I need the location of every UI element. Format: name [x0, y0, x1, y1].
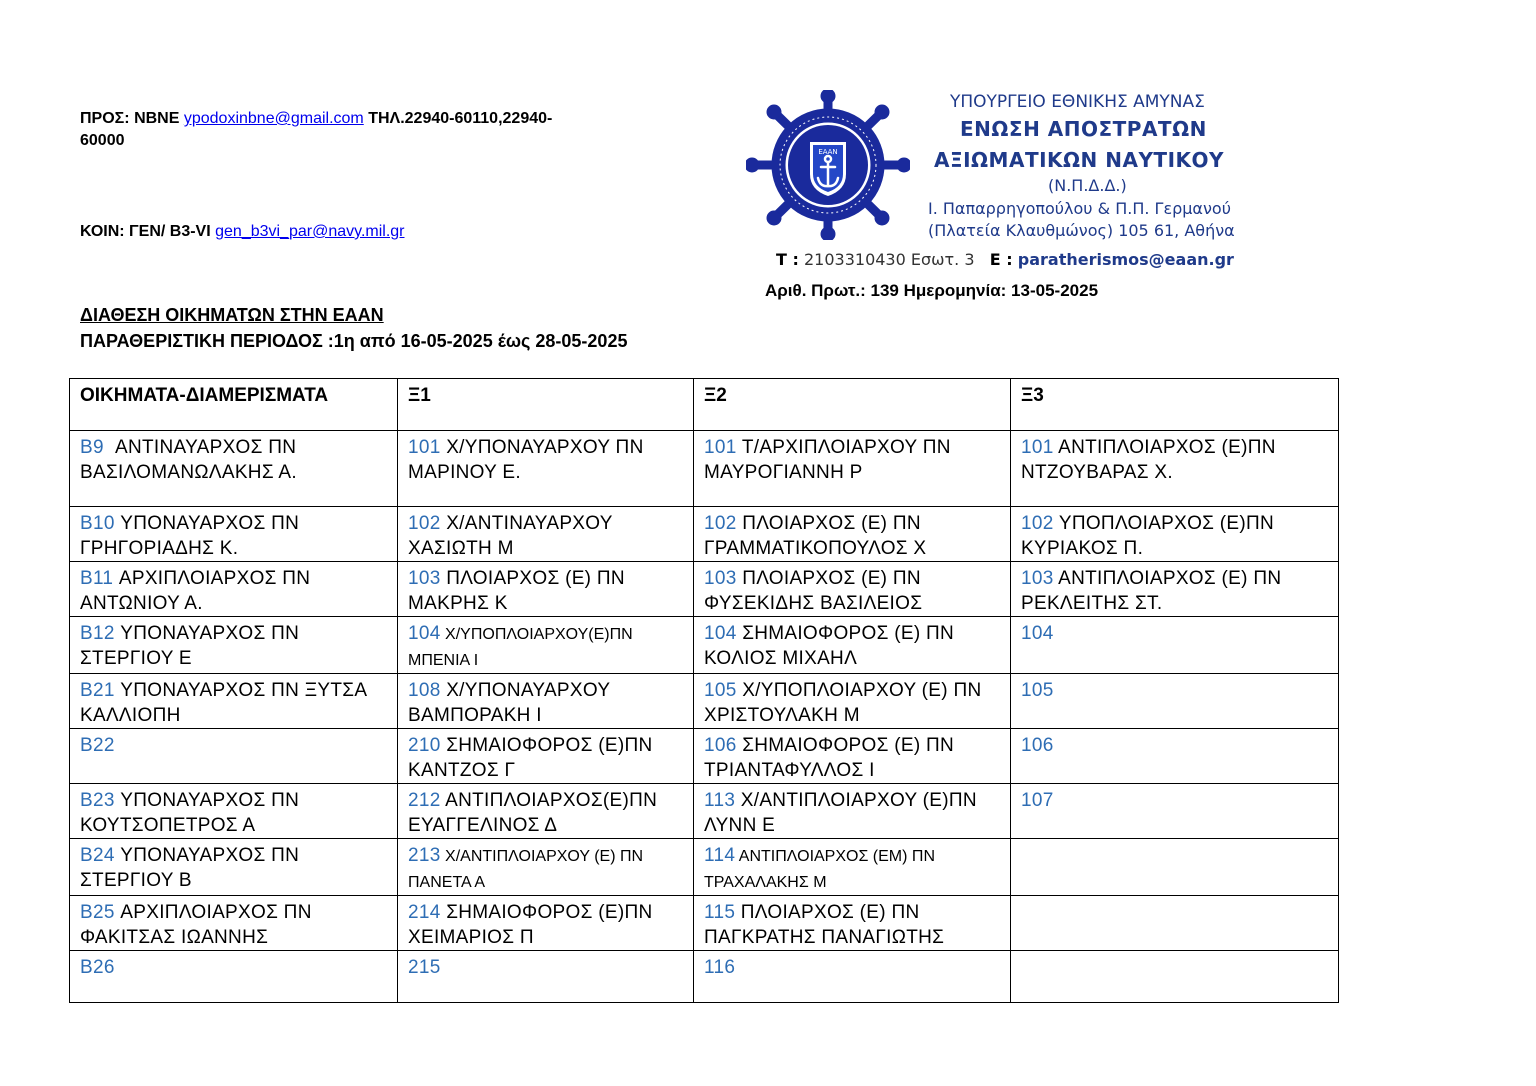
table-cell: [70, 729, 398, 784]
occupant-name: ΑΡΧΙΠΛΟΙΑΡΧΟΣ ΠΝ ΦΑΚΙΤΣΑΣ ΙΩΑΝΝΗΣ: [80, 902, 318, 948]
unit-number: 115: [704, 902, 736, 923]
org-email[interactable]: paratherismos@eaan.gr: [1017, 250, 1234, 269]
occupant-name: ΣΗΜΑΙΟΦΟΡΟΣ (Ε)ΠΝ ΚΑΝΤΖΟΣ Γ: [408, 735, 659, 781]
occupant-name: ΥΠΟΝΑΥΑΡΧΟΣ ΠΝ ΣΤΕΡΓΙΟΥ Β: [80, 845, 305, 891]
table-cell: [398, 617, 694, 674]
table-cell: [1011, 562, 1339, 617]
table-body: [70, 431, 1339, 1003]
occupant-name: ΑΝΤΙΝΑΥΑΡΧΟΣ ΠΝ ΒΑΣΙΛΟΜΑΝΩΛΑΚΗΣ Α.: [80, 437, 302, 483]
phone-value: 2103310430 Εσωτ. 3: [803, 250, 975, 269]
email-label: Ε :: [989, 250, 1013, 269]
unit-number: 103: [408, 568, 441, 589]
to-email-link[interactable]: ypodoxinbne@gmail.com: [183, 110, 364, 127]
occupant-name: ΥΠΟΝΑΥΑΡΧΟΣ ΠΝ ΣΤΕΡΓΙΟΥ Ε: [80, 623, 305, 669]
table-cell: [1011, 617, 1339, 674]
table-cell: [694, 431, 1011, 507]
unit-number: B23: [80, 790, 115, 811]
table-cell: [398, 951, 694, 1003]
occupant-name: ΠΛΟΙΑΡΧΟΣ (Ε) ΠΝ ΠΑΓΚΡΑΤΗΣ ΠΑΝΑΓΙΩΤΗΣ: [704, 902, 945, 948]
unit-number: 212: [408, 790, 441, 811]
unit-number: 103: [1021, 568, 1054, 589]
unit-number: 113: [704, 790, 736, 811]
table-cell: [1011, 674, 1339, 729]
table-cell: [398, 839, 694, 896]
table-cell: [694, 896, 1011, 951]
table-cell: [694, 784, 1011, 839]
org-name-line1: ΕΝΩΣΗ ΑΠΟΣΤΡΑΤΩΝ: [960, 117, 1207, 141]
occupant-name: ΠΛΟΙΑΡΧΟΣ (Ε) ΠΝ ΦΥΣΕΚΙΔΗΣ ΒΑΣΙΛΕΙΟΣ: [704, 568, 927, 614]
occupant-name: ΠΛΟΙΑΡΧΟΣ (Ε) ΠΝ ΓΡΑΜΜΑΤΙΚΟΠΟΥΛΟΣ Χ: [704, 513, 927, 559]
recipient-block: [80, 108, 680, 152]
org-address-area: (Πλατεία Κλαυθμώνος) 105 61, Αθήνα: [928, 221, 1235, 240]
period-line: ΠΑΡΑΘΕΡΙΣΤΙΚΗ ΠΕΡΙΟΔΟΣ :1η από 16-05-2025 έως 28-05-2025: [80, 331, 628, 351]
occupant-name: ΣΗΜΑΙΟΦΟΡΟΣ (Ε)ΠΝ ΧΕΙΜΑΡΙΟΣ Π: [408, 902, 659, 948]
unit-number: 215: [408, 957, 441, 978]
table-cell: [398, 431, 694, 507]
unit-number: 105: [1021, 680, 1054, 701]
column-header: Ξ3: [1011, 379, 1339, 431]
table-cell: [694, 617, 1011, 674]
table-cell: [1011, 507, 1339, 562]
unit-number: 101: [408, 437, 441, 458]
org-address: Ι. Παπαρρηγοπούλου & Π.Π. Γερμανού: [928, 199, 1231, 218]
occupant-name: ΠΛΟΙΑΡΧΟΣ (Ε) ΠΝ ΜΑΚΡΗΣ Κ: [408, 568, 631, 614]
table-cell: [1011, 951, 1339, 1003]
table-cell: [70, 507, 398, 562]
table-cell: [1011, 431, 1339, 507]
unit-number: 102: [1021, 513, 1054, 534]
cc-label: ΚΟΙΝ: ΓΕΝ/ Β3-VI: [80, 223, 211, 240]
occupant-name: Χ/ΥΠΟΝΑΥΑΡΧΟΥ ΒΑΜΠΟΡΑΚΗ Ι: [408, 680, 616, 726]
table-cell: [398, 674, 694, 729]
occupant-name: ΑΝΤΙΠΛΟΙΑΡΧΟΣ (Ε) ΠΝ ΡΕΚΛΕΙΤΗΣ ΣΤ.: [1021, 568, 1287, 614]
table-cell: [398, 784, 694, 839]
table-row: [70, 431, 1339, 507]
table-cell: [70, 784, 398, 839]
unit-number: B24: [80, 845, 115, 866]
table-cell: [694, 839, 1011, 896]
occupant-name: Χ/ΑΝΤΙΠΛΟΙΑΡΧΟΥ (Ε) ΠΝ ΠΑΝΕΤΑ Α: [408, 848, 648, 891]
unit-number: B11: [80, 568, 114, 589]
unit-number: 102: [408, 513, 441, 534]
occupant-name: ΣΗΜΑΙΟΦΟΡΟΣ (Ε) ΠΝ ΤΡΙΑΝΤΑΦΥΛΛΟΣ Ι: [704, 735, 960, 781]
org-name-line2: ΑΞΙΩΜΑΤΙΚΩΝ ΝΑΥΤΙΚΟΥ: [934, 148, 1224, 172]
occupant-name: Χ/ΑΝΤΙΝΑΥΑΡΧΟΥ ΧΑΣΙΩΤΗ Μ: [408, 513, 618, 559]
occupant-name: ΥΠΟΝΑΥΑΡΧΟΣ ΠΝ ΓΡΗΓΟΡΙΑΔΗΣ Κ.: [80, 513, 305, 559]
cc-email-link[interactable]: gen_b3vi_par@navy.mil.gr: [215, 223, 405, 240]
occupant-name: ΑΝΤΙΠΛΟΙΑΡΧΟΣ (ΕΜ) ΠΝ ΤΡΑΧΑΛΑΚΗΣ Μ: [704, 848, 940, 891]
occupant-name: ΥΠΟΝΑΥΑΡΧΟΣ ΠΝ ΞΥΤΣΑ ΚΑΛΛΙΟΠΗ: [80, 680, 372, 726]
occupant-name: ΥΠΟΠΛΟΙΑΡΧΟΣ (Ε)ΠΝ ΚΥΡΙΑΚΟΣ Π.: [1021, 513, 1280, 559]
table-cell: [1011, 896, 1339, 951]
table-cell: [398, 507, 694, 562]
unit-number: 107: [1021, 790, 1054, 811]
table-row: [70, 896, 1339, 951]
unit-number: 210: [408, 735, 441, 756]
table-cell: [694, 951, 1011, 1003]
occupant-name: Χ/ΥΠΟΠΛΟΙΑΡΧΟΥ(Ε)ΠΝ ΜΠΕΝΙΑ Ι: [408, 626, 638, 669]
table-cell: [70, 951, 398, 1003]
document-title: [80, 302, 627, 354]
table-cell: [70, 617, 398, 674]
unit-number: 116: [704, 957, 736, 978]
table-cell: [1011, 729, 1339, 784]
title-line: ΔΙΑΘΕΣΗ ΟΙΚΗΜΑΤΩΝ ΣΤΗΝ ΕΑΑΝ: [80, 305, 384, 325]
phone-label: Τ :: [776, 250, 799, 269]
table-cell: [70, 896, 398, 951]
logo-text: ΕΑΑΝ: [818, 148, 838, 156]
unit-number: 103: [704, 568, 737, 589]
occupant-name: ΑΡΧΙΠΛΟΙΑΡΧΟΣ ΠΝ ΑΝΤΩΝΙΟΥ Α.: [80, 568, 315, 614]
occupant-name: ΑΝΤΙΠΛΟΙΑΡΧΟΣ (Ε)ΠΝ ΝΤΖΟΥΒΑΡΑΣ Χ.: [1021, 437, 1282, 483]
allocation-table: [69, 378, 1339, 1003]
unit-number: 213: [408, 845, 441, 866]
table-cell: [694, 562, 1011, 617]
unit-number: 101: [1021, 437, 1054, 458]
to-phone: ΤΗΛ.22940-60110,22940-: [368, 110, 553, 127]
occupant-name: ΣΗΜΑΙΟΦΟΡΟΣ (Ε) ΠΝ ΚΟΛΙΟΣ ΜΙΧΑΗΛ: [704, 623, 960, 669]
unit-number: B21: [80, 680, 115, 701]
occupant-name: Τ/ΑΡΧΙΠΛΟΙΑΡΧΟΥ ΠΝ ΜΑΥΡΟΓΙΑΝΝΗ Ρ: [704, 437, 957, 483]
table-cell: [398, 562, 694, 617]
column-header: ΟΙΚΗΜΑΤΑ-ΔΙΑΜΕΡΙΣΜΑΤΑ: [70, 379, 398, 431]
occupant-name: Χ/ΥΠΟΝΑΥΑΡΧΟΥ ΠΝ ΜΑΡΙΝΟΥ Ε.: [408, 437, 650, 483]
unit-number: 108: [408, 680, 441, 701]
table-cell: [694, 729, 1011, 784]
unit-number: 102: [704, 513, 737, 534]
table-cell: [398, 896, 694, 951]
occupant-name: Χ/ΥΠΟΠΛΟΙΑΡΧΟΥ (Ε) ΠΝ ΧΡΙΣΤΟΥΛΑΚΗ Μ: [704, 680, 988, 726]
table-row: [70, 562, 1339, 617]
org-contact: [776, 250, 1234, 269]
unit-number: B9: [80, 437, 104, 458]
table-cell: [1011, 839, 1339, 896]
unit-number: 106: [1021, 735, 1054, 756]
to-label: ΠΡΟΣ:: [80, 110, 130, 127]
column-header: Ξ2: [694, 379, 1011, 431]
org-legal-form: (Ν.Π.Δ.Δ.): [1048, 176, 1127, 195]
table-row: [70, 617, 1339, 674]
unit-number: 106: [704, 735, 737, 756]
occupant-name: ΑΝΤΙΠΛΟΙΑΡΧΟΣ(Ε)ΠΝ ΕΥΑΓΓΕΛΙΝΟΣ Δ: [408, 790, 663, 836]
table-row: [70, 951, 1339, 1003]
table-cell: [398, 729, 694, 784]
unit-number: B26: [80, 957, 115, 978]
table-cell: [70, 562, 398, 617]
unit-number: 114: [704, 845, 736, 866]
table-row: [70, 674, 1339, 729]
to-phone-cont: 60000: [80, 132, 125, 149]
unit-number: B22: [80, 735, 115, 756]
unit-number: B12: [80, 623, 115, 644]
table-cell: [694, 507, 1011, 562]
table-row: [70, 729, 1339, 784]
table-header-row: [70, 379, 1339, 431]
unit-number: 101: [704, 437, 737, 458]
unit-number: B25: [80, 902, 115, 923]
table-cell: [70, 839, 398, 896]
table-row: [70, 839, 1339, 896]
unit-number: 214: [408, 902, 441, 923]
table-cell: [1011, 784, 1339, 839]
unit-number: 104: [408, 623, 441, 644]
column-header: Ξ1: [398, 379, 694, 431]
ship-wheel-logo: [746, 90, 910, 240]
org-ministry: ΥΠΟΥΡΓΕΙΟ ΕΘΝΙΚΗΣ ΑΜΥΝΑΣ: [950, 92, 1205, 112]
unit-number: B10: [80, 513, 115, 534]
protocol-info: Αριθ. Πρωτ.: 139 Ημερομηνία: 13-05-2025: [765, 281, 1099, 300]
unit-number: 105: [704, 680, 737, 701]
to-name: ΝΒΝΕ: [134, 110, 180, 127]
table-row: [70, 507, 1339, 562]
unit-number: 104: [1021, 623, 1054, 644]
table-cell: [70, 674, 398, 729]
occupant-name: Χ/ΑΝΤΙΠΛΟΙΑΡΧΟΥ (Ε)ΠΝ ΛΥΝΝ Ε: [704, 790, 982, 836]
table-row: [70, 784, 1339, 839]
unit-number: 104: [704, 623, 737, 644]
table-cell: [694, 674, 1011, 729]
occupant-name: ΥΠΟΝΑΥΑΡΧΟΣ ΠΝ ΚΟΥΤΣΟΠΕΤΡΟΣ Α: [80, 790, 305, 836]
cc-block: [80, 221, 680, 243]
table-cell: [70, 431, 398, 507]
